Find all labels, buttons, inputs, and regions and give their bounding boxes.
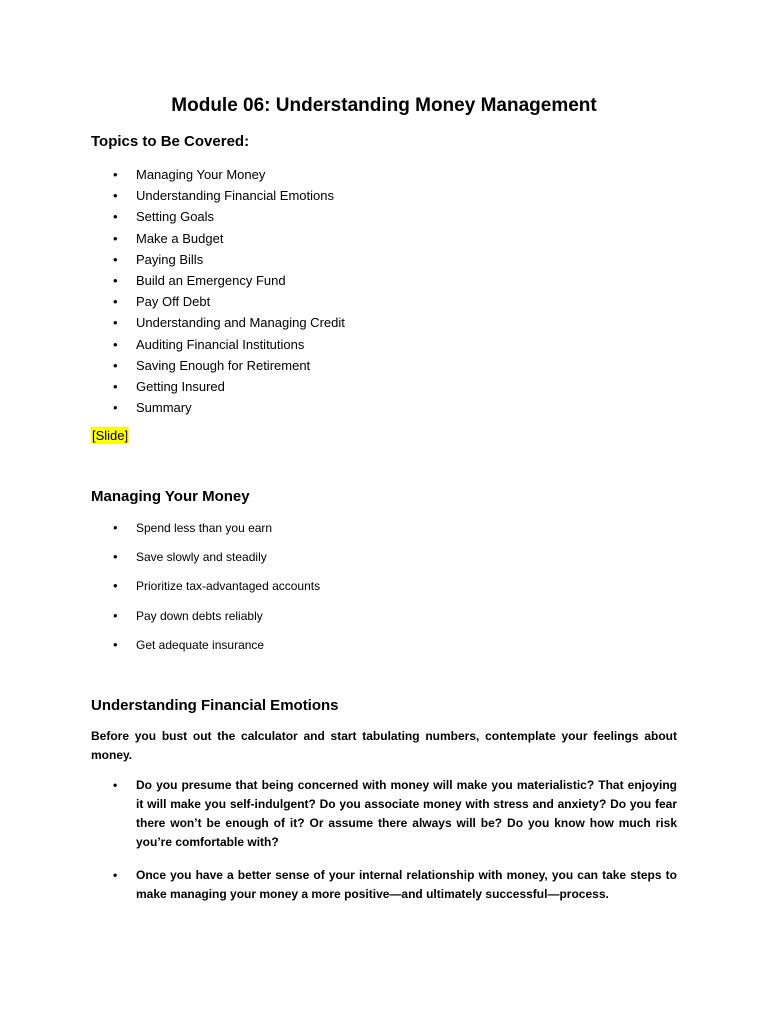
list-item bbox=[91, 270, 691, 291]
bullet-icon: • bbox=[113, 778, 118, 792]
topics-list bbox=[91, 164, 691, 418]
list-item bbox=[91, 185, 691, 206]
bullet-icon: • bbox=[113, 294, 118, 310]
financial-emotions-intro: Before you bust out the calculator and start tabulating numbers, contemplate your feelings about money. bbox=[91, 729, 677, 762]
list-item bbox=[91, 518, 691, 547]
list-item bbox=[91, 635, 691, 664]
managing-money-list bbox=[91, 518, 691, 664]
list-item bbox=[91, 397, 691, 418]
list-item-label: Understanding Financial Emotions bbox=[136, 188, 334, 204]
bullet-icon: • bbox=[113, 549, 118, 565]
list-item bbox=[91, 355, 691, 376]
bullet-icon: • bbox=[113, 868, 118, 882]
bullet-icon: • bbox=[113, 251, 118, 267]
list-item-label: Getting Insured bbox=[136, 378, 225, 394]
list-item bbox=[91, 291, 691, 312]
bullet-icon: • bbox=[113, 209, 118, 225]
list-item-label: Pay Off Debt bbox=[136, 294, 211, 310]
list-item-label: Managing Your Money bbox=[136, 167, 266, 182]
financial-emotions-heading: Understanding Financial Emotions bbox=[91, 697, 339, 714]
bullet-icon: • bbox=[113, 520, 118, 535]
list-item bbox=[91, 376, 691, 397]
list-item bbox=[91, 547, 691, 576]
slide-marker: [Slide] bbox=[92, 428, 129, 443]
list-item bbox=[91, 334, 691, 355]
list-item-label: Pay down debts reliably bbox=[136, 608, 263, 623]
bullet-icon: • bbox=[113, 315, 118, 331]
list-item bbox=[91, 576, 691, 605]
list-item bbox=[91, 866, 677, 904]
list-item-label: Setting Goals bbox=[136, 209, 215, 225]
bullet-icon: • bbox=[113, 336, 118, 352]
financial-emotions-list bbox=[91, 776, 677, 918]
list-item-text: Do you presume that being concerned with money will make you materialistic? That enjoying it will make you self-indulgent? Do you associate money with stress and anxiety? Do you fear there won’t be enough of it? Or assume there always will be? Do you know how much risk you’re comfortable with? bbox=[136, 778, 677, 849]
list-item bbox=[91, 606, 691, 635]
bullet-icon: • bbox=[113, 230, 118, 246]
bullet-icon: • bbox=[113, 400, 118, 416]
list-item-label: Understanding and Managing Credit bbox=[136, 315, 345, 331]
managing-money-heading: Managing Your Money bbox=[91, 488, 250, 505]
list-item bbox=[91, 312, 691, 333]
list-item-label: Build an Emergency Fund bbox=[136, 272, 286, 288]
bullet-icon: • bbox=[113, 607, 118, 623]
bullet-icon: • bbox=[113, 188, 118, 204]
list-item bbox=[91, 776, 677, 852]
list-item-label: Prioritize tax-advantaged accounts bbox=[136, 579, 321, 594]
list-item-label: Auditing Financial Institutions bbox=[136, 336, 305, 352]
list-item bbox=[91, 228, 691, 249]
bullet-icon: • bbox=[113, 167, 118, 182]
list-item-text: Once you have a better sense of your internal relationship with money, you can take steps to make managing your money a more positive—and ultimately successful—process. bbox=[136, 868, 677, 901]
list-item-label: Summary bbox=[136, 400, 192, 416]
list-item-label: Saving Enough for Retirement bbox=[136, 357, 311, 373]
list-item-label: Make a Budget bbox=[136, 230, 224, 246]
list-item bbox=[91, 249, 691, 270]
list-item-label: Paying Bills bbox=[136, 251, 204, 267]
bullet-icon: • bbox=[113, 636, 118, 652]
page-title: Module 06: Understanding Money Management bbox=[171, 95, 597, 116]
bullet-icon: • bbox=[113, 578, 118, 594]
bullet-icon: • bbox=[113, 378, 118, 394]
list-item bbox=[91, 206, 691, 227]
bullet-icon: • bbox=[113, 357, 118, 373]
list-item-label: Save slowly and steadily bbox=[136, 550, 267, 565]
list-item bbox=[91, 164, 691, 185]
topics-heading: Topics to Be Covered: bbox=[91, 133, 250, 150]
bullet-icon: • bbox=[113, 272, 118, 288]
list-item-label: Spend less than you earn bbox=[136, 521, 273, 535]
list-item-label: Get adequate insurance bbox=[136, 637, 265, 652]
